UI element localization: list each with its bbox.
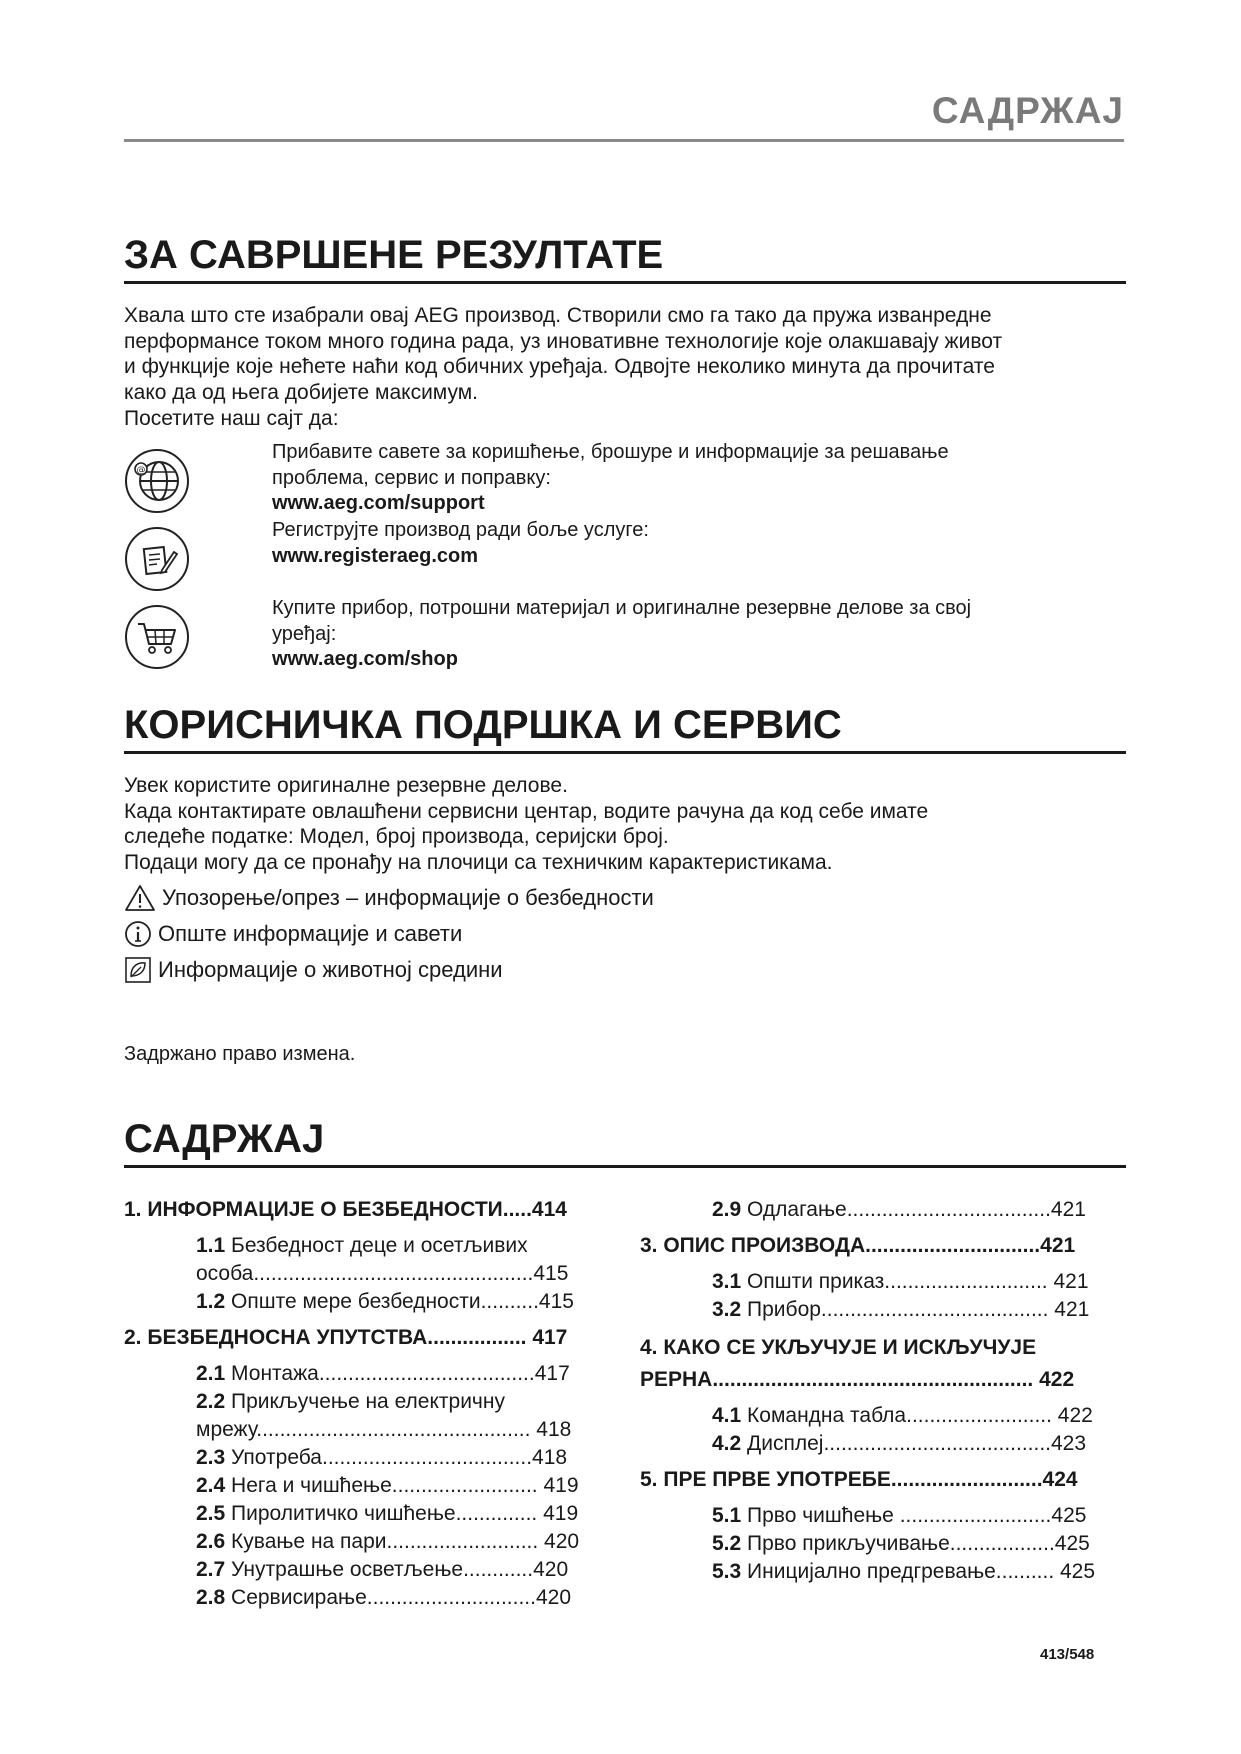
toc-left-column <box>124 1196 624 1612</box>
toc-entry-text: Опште мере безбедности..........415 <box>225 1290 574 1313</box>
toc-entry-continuation[interactable]: РЕРНА....................................................... 422 <box>640 1368 1075 1391</box>
legend-text: Информације о животној средини <box>158 957 503 982</box>
toc-entry-number: 2.2 <box>196 1390 226 1413</box>
register-icon <box>124 526 190 592</box>
toc-entry[interactable] <box>124 1500 624 1528</box>
toc-entry-number: 3.2 <box>712 1298 742 1321</box>
support-line: Увек користите оригиналне резервне делове. <box>124 774 568 797</box>
toc-entry-text: Општи приказ............................ 421 <box>741 1270 1089 1293</box>
toc-entry[interactable] <box>640 1530 1140 1558</box>
legend-text: Опште информације и савети <box>158 921 463 946</box>
legend-text: Упозорење/опрез – информације о безбедности <box>162 885 654 910</box>
rights-reserved: Задржано право измена. <box>124 1043 356 1065</box>
toc-entry[interactable] <box>640 1402 1140 1430</box>
toc-entry-text: Пиролитичко чишћење.............. 419 <box>225 1502 579 1525</box>
toc-entry-text: Употреба....................................418 <box>225 1446 568 1469</box>
toc-entry-number: 5.2 <box>712 1532 742 1555</box>
toc-entry[interactable] <box>640 1502 1140 1530</box>
toc-entry-text: Кување на пари.......................... 420 <box>225 1530 580 1553</box>
toc-entry-text: Командна табла......................... 422 <box>741 1404 1093 1427</box>
toc-entry-text: Монтажа.....................................417 <box>225 1362 570 1385</box>
toc-entry-text: Прикључење на електричну <box>225 1390 505 1413</box>
support-paragraph <box>124 773 1134 876</box>
warning-icon <box>124 884 156 912</box>
intro-paragraph <box>124 303 1134 432</box>
svg-text:@: @ <box>136 465 146 476</box>
legend-environment <box>124 956 503 984</box>
toc-entry-number: 2.5 <box>196 1502 226 1525</box>
toc-entry[interactable] <box>640 1430 1140 1458</box>
toc-entry-number: 2.4 <box>196 1474 226 1497</box>
toc-entry-continuation[interactable]: особа................................................415 <box>196 1262 569 1285</box>
toc-entry[interactable] <box>124 1584 624 1612</box>
toc-entry-text: Дисплеј.......................................423 <box>741 1432 1087 1455</box>
toc-entry[interactable] <box>124 1444 624 1472</box>
toc-entry-text: Нега и чишћење......................... 419 <box>225 1474 579 1497</box>
info-icon <box>124 920 152 948</box>
toc-entry-number: 2.7 <box>196 1558 226 1581</box>
visit-text-line: проблема, сервис и поправку: <box>272 466 551 489</box>
toc-entry[interactable]: 3. ОПИС ПРОИЗВОДА..............................421 <box>640 1234 1076 1257</box>
toc-entry[interactable] <box>640 1296 1140 1324</box>
intro-line: перформансе током много година рада, уз иновативне технологије које олакшавају живот <box>124 329 1003 353</box>
toc-entry[interactable] <box>124 1388 624 1416</box>
toc-entry[interactable] <box>640 1196 1140 1224</box>
shop-link[interactable]: www.aeg.com/shop <box>272 648 458 670</box>
leaf-icon <box>124 956 152 984</box>
globe-icon <box>124 448 190 514</box>
toc-entry[interactable]: 4. КАКО СЕ УКЉУЧУЈЕ И ИСКЉУЧУЈЕ <box>640 1336 1037 1359</box>
visit-text-line: уређај: <box>272 622 337 645</box>
legend-warning <box>124 884 654 912</box>
toc-entry-text: Прво прикључивање..................425 <box>741 1532 1090 1555</box>
register-link[interactable]: www.registeraeg.com <box>272 544 478 567</box>
toc-entry-number: 1.2 <box>196 1290 226 1313</box>
toc-entry[interactable] <box>640 1268 1140 1296</box>
toc-entry-text: Прво чишћење ..........................425 <box>741 1504 1087 1527</box>
support-link[interactable]: www.aeg.com/support <box>272 492 485 514</box>
toc-right-column <box>640 1196 1140 1586</box>
toc-entry[interactable]: 5. ПРЕ ПРВЕ УПОТРЕБЕ..........................424 <box>640 1468 1078 1491</box>
toc-entry-text: Безбедност деце и осетљивих <box>225 1234 528 1257</box>
toc-entry[interactable] <box>124 1556 624 1584</box>
toc-entry-number: 2.3 <box>196 1446 226 1469</box>
toc-entry-number: 5.3 <box>712 1560 742 1583</box>
toc-title: САДРЖАЈ <box>124 1117 1126 1168</box>
legend-info <box>124 920 462 948</box>
toc-entry-text: Прибор....................................... 421 <box>741 1298 1090 1321</box>
support-line: Када контактирате овлашћени сервисни центар, водите рачуна да код себе имате <box>124 799 929 823</box>
toc-entry-text: Сервисирање.............................420 <box>225 1586 572 1609</box>
toc-entry-number: 2.1 <box>196 1362 226 1385</box>
section-title-support: КОРИСНИЧКА ПОДРШКА И СЕРВИС <box>124 703 1126 754</box>
toc-entry-number: 2.9 <box>712 1198 742 1221</box>
header-rule <box>124 139 1124 142</box>
visit-text-line: Купите прибор, потрошни материјал и оригиналне резервне делове за свој <box>272 597 972 619</box>
toc-entry[interactable] <box>124 1360 624 1388</box>
intro-line: Хвала што сте изабрали овај AEG производ. Створили смо га тако да пружа изванредне <box>124 304 992 327</box>
toc-entry-number: 1.1 <box>196 1234 226 1257</box>
intro-line: и функције које нећете наћи код обичних уређаја. Одвојте неколико минута да прочитате <box>124 355 995 379</box>
cart-icon <box>124 604 190 670</box>
toc-entry[interactable] <box>124 1288 624 1316</box>
toc-entry[interactable] <box>124 1232 624 1260</box>
toc-entry-text: Одлагање...................................421 <box>741 1198 1086 1221</box>
toc-entry[interactable] <box>640 1558 1140 1586</box>
support-line: Подаци могу да се пронађу на плочици са техничким карактеристикама. <box>124 851 833 875</box>
toc-entry[interactable]: 2. БЕЗБЕДНОСНА УПУТСТВА................. 417 <box>124 1326 568 1349</box>
toc-entry-number: 2.6 <box>196 1530 226 1553</box>
toc-entry-text: Иницијално предгревање.......... 425 <box>741 1560 1096 1583</box>
running-header: САДРЖАЈ <box>931 90 1124 131</box>
section-title-results: ЗА САВРШЕНЕ РЕЗУЛТАТЕ <box>124 233 1126 284</box>
page-number: 413/548 <box>1040 1646 1095 1663</box>
visit-text-line: Региструјте производ ради боље услуге: <box>272 519 649 541</box>
toc-entry[interactable] <box>124 1472 624 1500</box>
toc-entry-number: 2.8 <box>196 1586 226 1609</box>
toc-entry-continuation[interactable]: мрежу............................................... 418 <box>196 1418 572 1441</box>
toc-entry-number: 3.1 <box>712 1270 742 1293</box>
toc-entry-text: Унутрашње осветљење............420 <box>225 1558 569 1581</box>
toc-entry[interactable] <box>124 1528 624 1556</box>
toc-entry[interactable]: 1. ИНФОРМАЦИЈЕ О БЕЗБЕДНОСТИ.....414 <box>124 1198 567 1221</box>
intro-line: како да од њега добијете максимум. <box>124 381 479 405</box>
toc-entry-number: 5.1 <box>712 1504 742 1527</box>
visit-label: Посетите наш сајт да: <box>124 406 339 430</box>
toc-entry-number: 4.1 <box>712 1404 742 1427</box>
support-line: следеће податке: Модел, број производа, серијски број. <box>124 825 669 849</box>
toc-entry-number: 4.2 <box>712 1432 742 1455</box>
visit-text-line: Прибавите савете за коришћење, брошуре и информације за решавање <box>272 441 949 463</box>
